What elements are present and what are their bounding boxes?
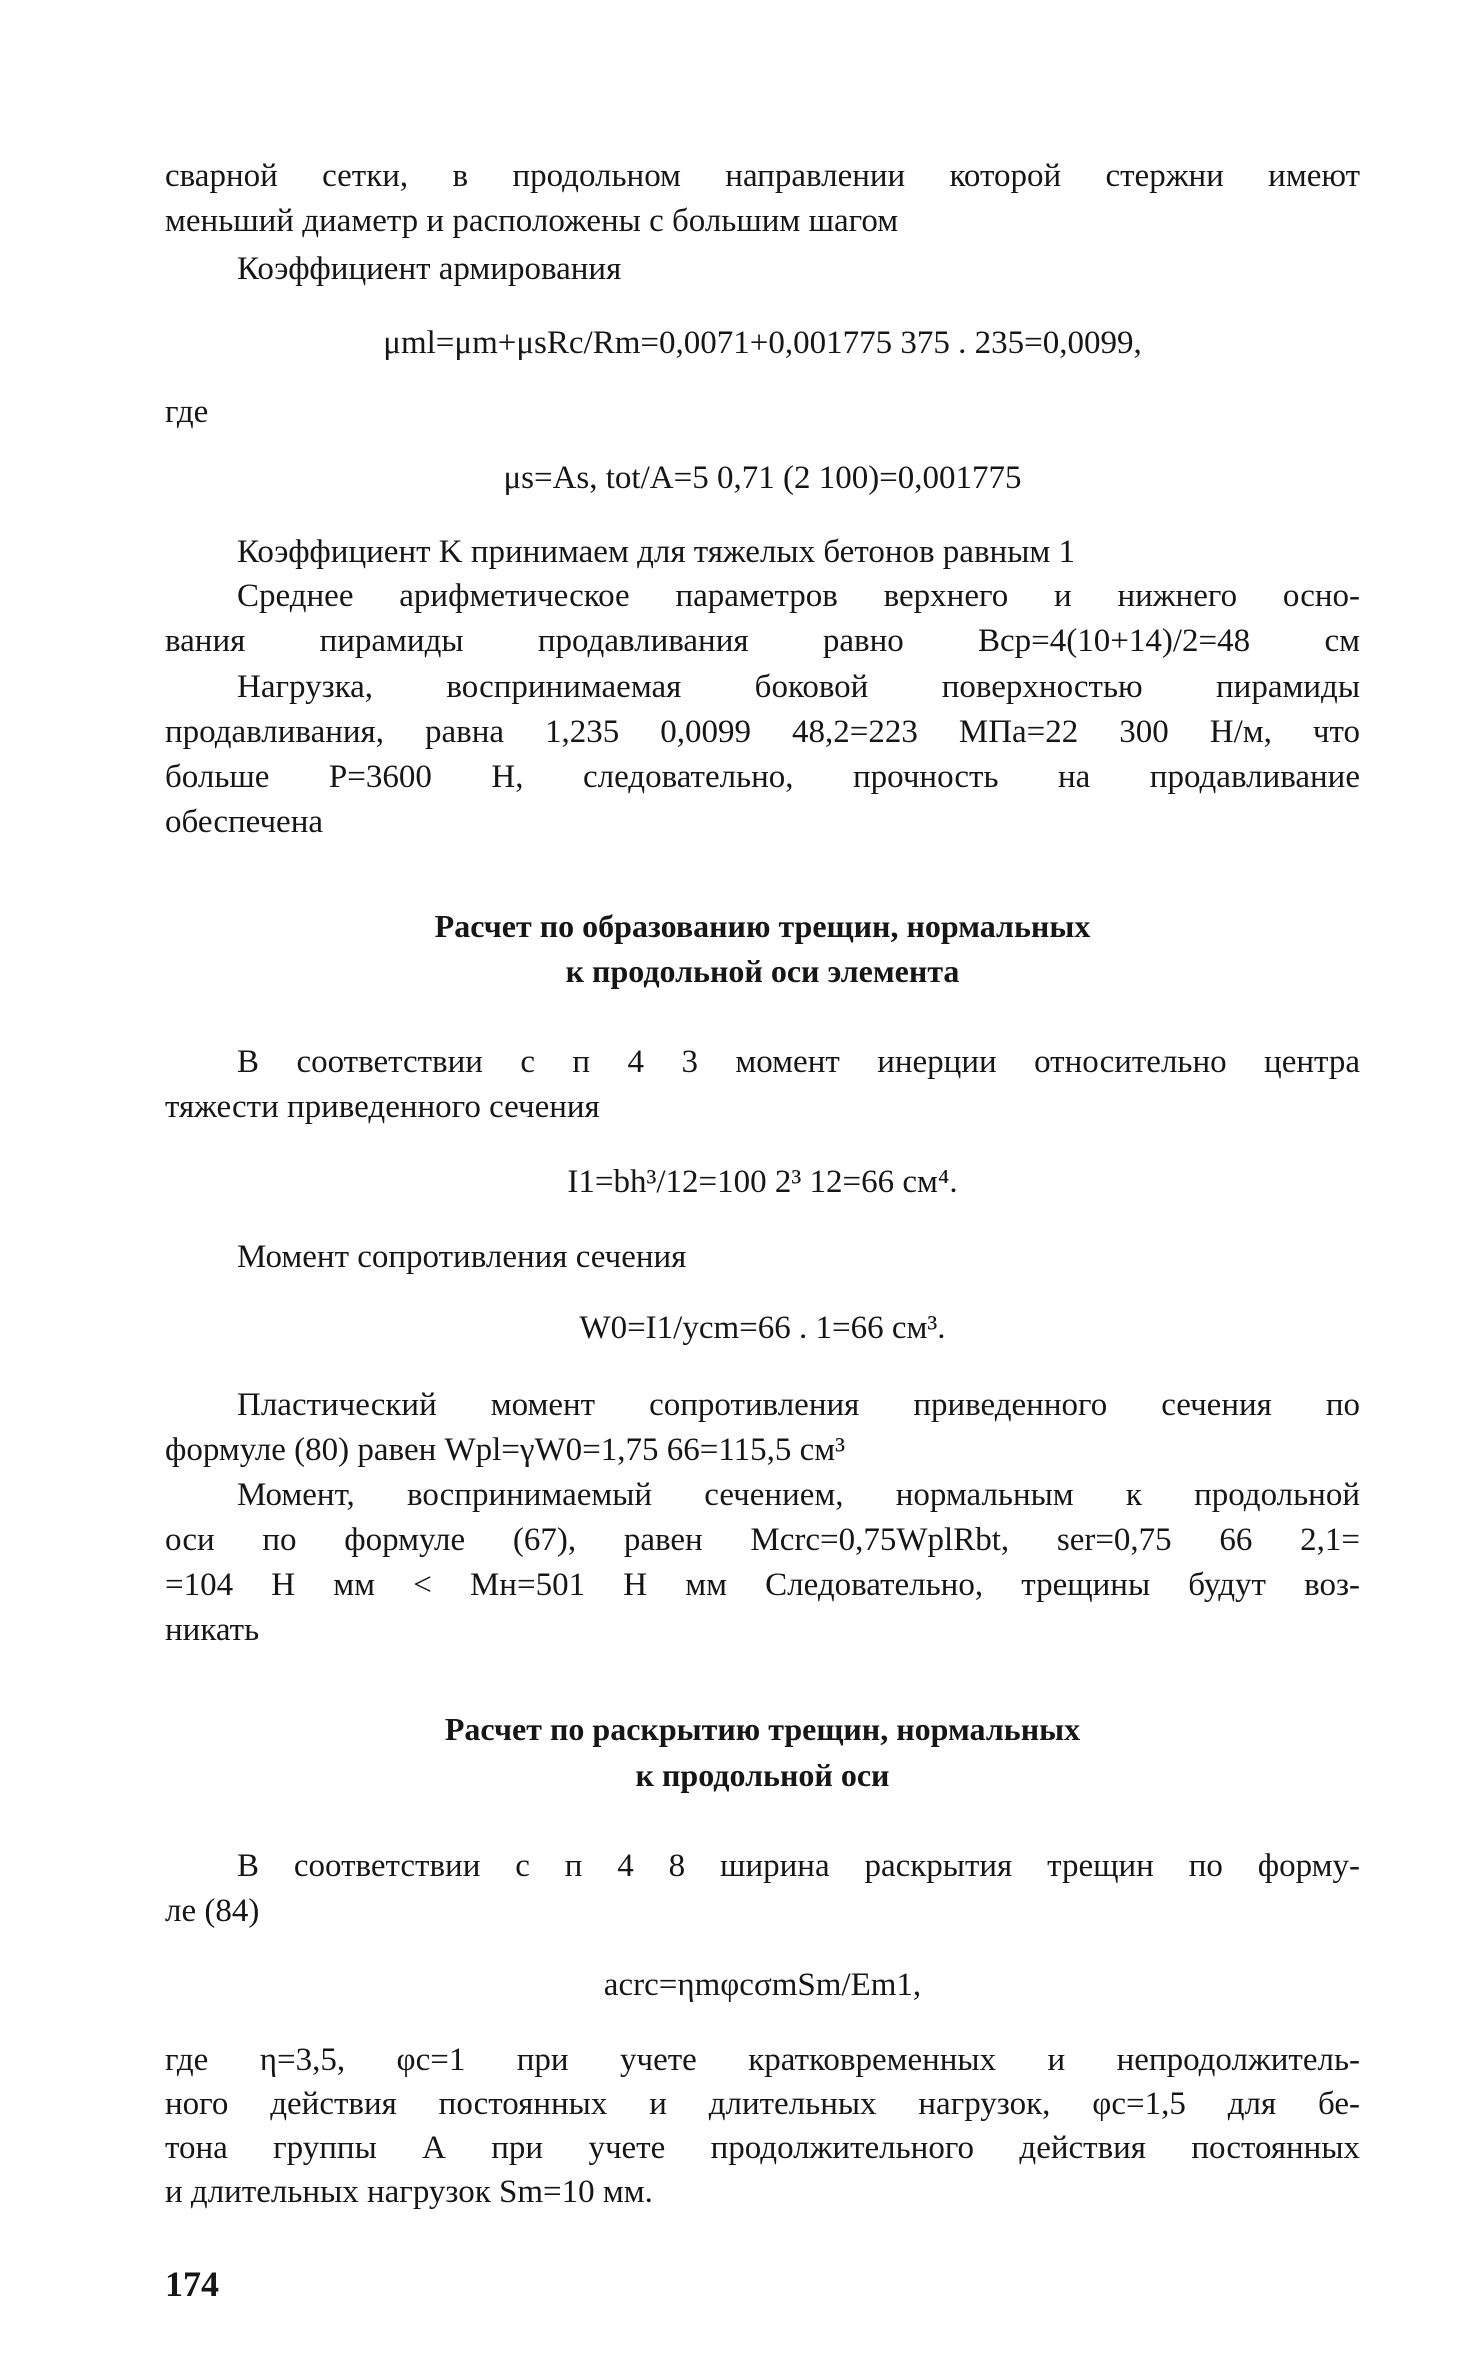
page-number: 174 bbox=[165, 2264, 219, 2304]
body-text-line: Коэффициент армирования bbox=[237, 251, 622, 287]
section-heading: Расчет по образованию трещин, нормальных bbox=[434, 908, 1091, 944]
body-text-line: Нагрузка, воспринимаемая боковой поверхностью пирамиды bbox=[237, 669, 1360, 705]
equation: W0=I1/ycm=66 . 1=66 см³. bbox=[579, 1310, 946, 1346]
equation: I1=bh³/12=100 2³ 12=66 см⁴. bbox=[567, 1164, 958, 1200]
section-heading: Расчет по раскрытию трещин, нормальных bbox=[444, 1711, 1081, 1747]
equation: μml=μm+μsRc/Rm=0,0071+0,001775 375 . 235=0,0099, bbox=[383, 325, 1142, 361]
section-heading: к продольной оси bbox=[635, 1757, 890, 1793]
body-text-line: формуле (80) равен Wpl=γW0=1,75 66=115,5 см³ bbox=[165, 1432, 846, 1468]
body-text-line: Момент сопротивления сечения bbox=[237, 1239, 687, 1275]
body-text-line: меньший диаметр и расположены с большим шагом bbox=[165, 203, 899, 239]
body-text-line: и длительных нагрузок Sm=10 мм. bbox=[165, 2174, 653, 2210]
equation: μs=As, tot/A=5 0,71 (2 100)=0,001775 bbox=[503, 460, 1022, 496]
body-text-line: В соответствии с п 4 3 момент инерции относительно центра bbox=[237, 1044, 1360, 1080]
body-text-line: В соответствии с п 4 8 ширина раскрытия трещин по форму- bbox=[237, 1848, 1360, 1884]
where-label: где bbox=[165, 394, 209, 430]
section-heading: к продольной оси элемента bbox=[565, 953, 960, 989]
body-text-line: сварной сетки, в продольном направлении которой стержни имеют bbox=[165, 158, 1360, 194]
body-text-line: тона группы А при учете продолжительного действия постоянных bbox=[165, 2130, 1360, 2166]
body-text-line: вания пирамиды продавливания равно Bср=4(10+14)/2=48 см bbox=[165, 623, 1360, 659]
body-text-line: ле (84) bbox=[165, 1893, 260, 1929]
body-text-line: обеспечена bbox=[165, 804, 324, 840]
body-text-line: тяжести приведенного сечения bbox=[165, 1089, 600, 1125]
body-text-line: Среднее арифметическое параметров верхнего и нижнего осно- bbox=[237, 578, 1360, 614]
body-text-line: ного действия постоянных и длительных нагрузок, φc=1,5 для бе- bbox=[165, 2086, 1360, 2122]
body-text-line: Момент, воспринимаемый сечением, нормальным к продольной bbox=[237, 1477, 1360, 1513]
equation: acrc=ηmφcσmSm/Em1, bbox=[603, 1967, 922, 2003]
body-text-line: больше P=3600 Н, следовательно, прочность на продавливание bbox=[165, 759, 1360, 795]
body-text-line: =104 Н мм < Mн=501 Н мм Следовательно, трещины будут воз- bbox=[165, 1567, 1360, 1603]
body-text-line: продавливания, равна 1,235 0,0099 48,2=223 МПа=22 300 Н/м, что bbox=[165, 714, 1360, 750]
body-text-line: Пластический момент сопротивления приведенного сечения по bbox=[237, 1387, 1360, 1423]
body-text-line: где η=3,5, φc=1 при учете кратковременных и непродолжитель- bbox=[165, 2042, 1360, 2078]
body-text-line: никать bbox=[165, 1612, 260, 1648]
body-text-line: оси по формуле (67), равен Mcrc=0,75WplRbt, ser=0,75 66 2,1= bbox=[165, 1522, 1360, 1558]
body-text-line: Коэффициент K принимаем для тяжелых бетонов равным 1 bbox=[237, 534, 1076, 570]
